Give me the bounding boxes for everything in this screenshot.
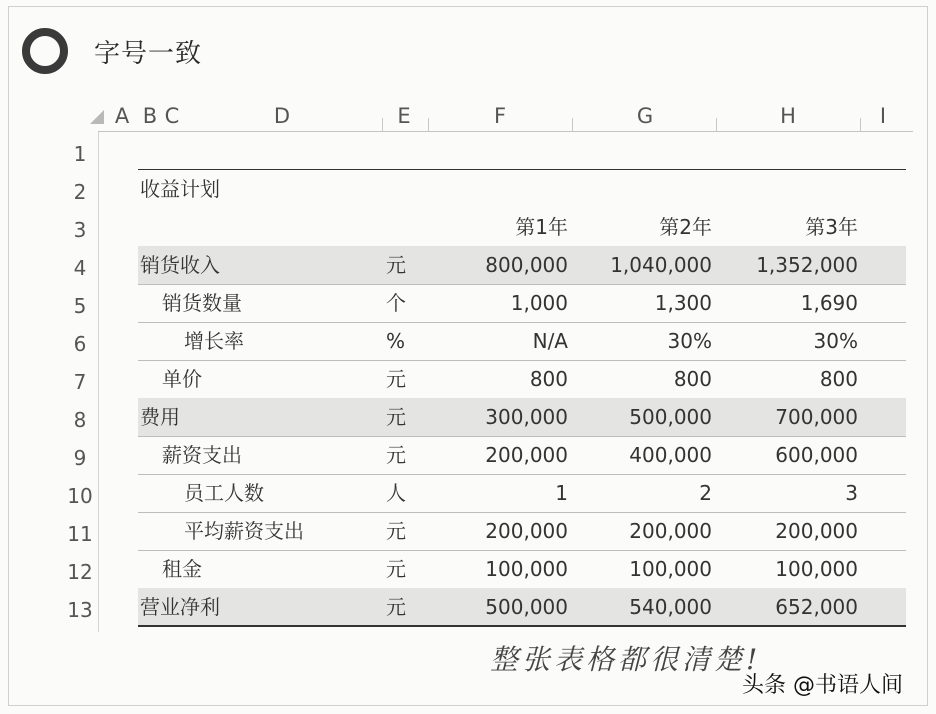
table-row xyxy=(138,550,906,589)
table-row xyxy=(138,360,906,399)
value-year-1[interactable]: 200,000 xyxy=(485,443,568,467)
year-header-row xyxy=(138,208,906,247)
row-unit[interactable]: % xyxy=(386,329,406,353)
value-year-2[interactable]: 100,000 xyxy=(629,557,712,581)
column-divider xyxy=(572,118,573,132)
row-header-1[interactable]: 1 xyxy=(73,142,87,166)
row-header-6[interactable]: 6 xyxy=(73,332,87,356)
row-header-2[interactable]: 2 xyxy=(73,180,87,204)
year-header-2[interactable]: 第2年 xyxy=(659,215,712,239)
value-year-2[interactable]: 400,000 xyxy=(629,443,712,467)
column-header-b[interactable]: B xyxy=(142,104,158,128)
column-header-i[interactable]: I xyxy=(879,104,887,128)
row-unit[interactable]: 元 xyxy=(386,367,406,391)
row-unit[interactable]: 元 xyxy=(386,519,406,543)
value-year-3[interactable]: 3 xyxy=(845,481,858,505)
value-year-3[interactable]: 600,000 xyxy=(775,443,858,467)
row-label[interactable]: 增长率 xyxy=(184,329,244,353)
column-divider xyxy=(716,118,717,132)
value-year-3[interactable]: 652,000 xyxy=(775,595,858,619)
table-heading[interactable]: 收益计划 xyxy=(140,177,220,201)
column-divider xyxy=(860,118,861,132)
select-all-corner-icon[interactable] xyxy=(90,110,104,124)
table-row xyxy=(138,436,906,475)
value-year-3[interactable]: 800 xyxy=(819,367,858,391)
row-label[interactable]: 员工人数 xyxy=(184,481,264,505)
value-year-1[interactable]: 300,000 xyxy=(485,405,568,429)
row-header-12[interactable]: 12 xyxy=(67,560,93,584)
row-header-3[interactable]: 3 xyxy=(73,218,87,242)
row-unit[interactable]: 元 xyxy=(386,443,406,467)
table-row xyxy=(138,474,906,513)
column-header-g[interactable]: G xyxy=(636,104,654,128)
title-row xyxy=(22,26,202,76)
value-year-3[interactable]: 30% xyxy=(813,329,858,353)
table-row xyxy=(138,322,906,361)
value-year-1[interactable]: N/A xyxy=(532,329,568,353)
value-year-1[interactable]: 200,000 xyxy=(485,519,568,543)
value-year-1[interactable]: 100,000 xyxy=(485,557,568,581)
row-unit[interactable]: 个 xyxy=(386,291,406,315)
column-header-c[interactable]: C xyxy=(164,104,180,128)
column-header-e[interactable]: E xyxy=(397,104,411,128)
value-year-2[interactable]: 1,040,000 xyxy=(610,253,712,277)
table-row xyxy=(138,588,906,626)
value-year-1[interactable]: 1,000 xyxy=(510,291,568,315)
value-year-2[interactable]: 2 xyxy=(699,481,712,505)
column-header-d[interactable]: D xyxy=(273,104,291,128)
value-year-2[interactable]: 500,000 xyxy=(629,405,712,429)
row-unit[interactable]: 元 xyxy=(386,253,406,277)
table-row xyxy=(138,398,906,437)
column-header-f[interactable]: F xyxy=(493,104,507,128)
value-year-3[interactable]: 1,352,000 xyxy=(756,253,858,277)
value-year-2[interactable]: 1,300 xyxy=(654,291,712,315)
row-label[interactable]: 费用 xyxy=(140,405,180,429)
column-header-a[interactable]: A xyxy=(114,104,130,128)
row-label[interactable]: 平均薪资支出 xyxy=(184,519,304,543)
row-label[interactable]: 单价 xyxy=(162,367,202,391)
table-row xyxy=(138,512,906,551)
value-year-3[interactable]: 200,000 xyxy=(775,519,858,543)
handwritten-note: 整张表格都很清楚! xyxy=(490,643,762,676)
row-unit[interactable]: 元 xyxy=(386,595,406,619)
row-label[interactable]: 销货数量 xyxy=(162,291,242,315)
year-header-3[interactable]: 第3年 xyxy=(805,215,858,239)
row-header-13[interactable]: 13 xyxy=(67,598,93,622)
column-header-divider xyxy=(98,131,913,132)
row-header-4[interactable]: 4 xyxy=(73,256,87,280)
value-year-1[interactable]: 1 xyxy=(555,481,568,505)
row-label[interactable]: 薪资支出 xyxy=(162,443,242,467)
value-year-3[interactable]: 700,000 xyxy=(775,405,858,429)
row-header-11[interactable]: 11 xyxy=(67,522,93,546)
value-year-2[interactable]: 200,000 xyxy=(629,519,712,543)
row-header-10[interactable]: 10 xyxy=(67,484,93,508)
row-header-9[interactable]: 9 xyxy=(73,446,87,470)
row-label[interactable]: 营业净利 xyxy=(140,595,220,619)
column-divider xyxy=(382,118,383,132)
table-heading-row xyxy=(138,170,906,208)
value-year-3[interactable]: 100,000 xyxy=(775,557,858,581)
value-year-2[interactable]: 540,000 xyxy=(629,595,712,619)
table-bottom-border xyxy=(138,625,906,627)
row-header-8[interactable]: 8 xyxy=(73,408,87,432)
year-header-1[interactable]: 第1年 xyxy=(515,215,568,239)
row-unit[interactable]: 人 xyxy=(386,481,406,505)
column-header-bar xyxy=(0,104,936,132)
row-label[interactable]: 销货收入 xyxy=(140,253,220,277)
row-label[interactable]: 租金 xyxy=(162,557,202,581)
value-year-1[interactable]: 800 xyxy=(529,367,568,391)
value-year-2[interactable]: 30% xyxy=(667,329,712,353)
page-title: 字号一致 xyxy=(94,38,203,69)
row-header-7[interactable]: 7 xyxy=(73,370,87,394)
value-year-3[interactable]: 1,690 xyxy=(800,291,858,315)
watermark: 头条 @书语人间 xyxy=(742,673,903,698)
column-header-h[interactable]: H xyxy=(780,104,796,128)
column-divider xyxy=(428,118,429,132)
row-unit[interactable]: 元 xyxy=(386,557,406,581)
table-row xyxy=(138,284,906,323)
row-header-5[interactable]: 5 xyxy=(73,294,87,318)
ring-icon xyxy=(22,28,68,74)
row-unit[interactable]: 元 xyxy=(386,405,406,429)
table-row xyxy=(138,246,906,285)
value-year-2[interactable]: 800 xyxy=(673,367,712,391)
value-year-1[interactable]: 500,000 xyxy=(485,595,568,619)
value-year-1[interactable]: 800,000 xyxy=(485,253,568,277)
